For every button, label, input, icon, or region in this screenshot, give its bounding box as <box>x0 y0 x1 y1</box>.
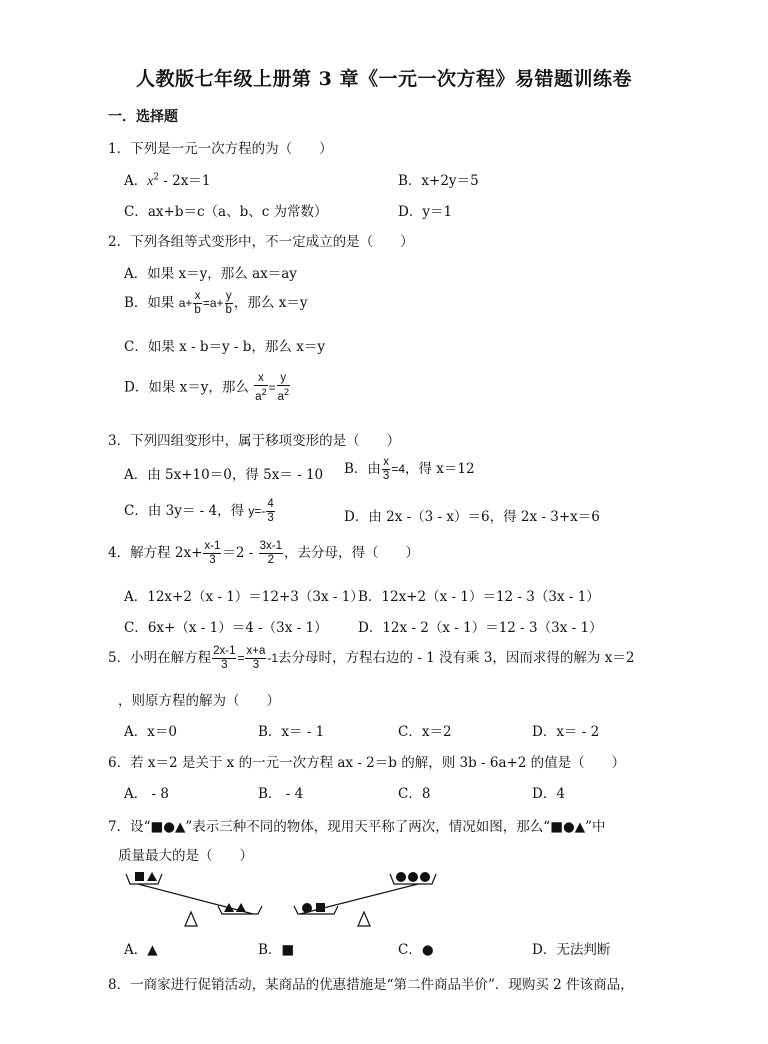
square-icon <box>316 903 325 912</box>
question-4-stem: 4．解方程 2x+ $\frac{x-1}{3}$ ＝2 - $\frac{3x-1}{2}$ ，去分母，得（ ） <box>108 540 419 566</box>
question-1-stem: 1．下列是一元一次方程的为（ ） <box>108 141 333 157</box>
triangle-icon <box>147 872 157 881</box>
fraction-3x-minus-1-over-2: $\frac{3x-1}{2}$ <box>259 540 282 566</box>
fraction-y-over-a-squared: $\frac{y}{a^2}$ <box>277 372 290 403</box>
balance-scale-2 <box>294 874 436 926</box>
fraction-4-over-3: $\frac{4}{3}$ <box>267 498 274 524</box>
question-7-stem: 7．设“■●▲”表示三种不同的物体，现用天平称了两次，情况如图，那么“■●▲”中 <box>108 819 606 835</box>
q7-option-a[interactable]: A．▲ <box>124 942 158 958</box>
square-icon <box>135 872 144 881</box>
question-3-stem: 3．下列四组变形中，属于移项变形的是（ ） <box>108 433 401 449</box>
q5-option-a[interactable]: A．x＝0 <box>124 724 177 740</box>
fraction-x-over-a-squared: $\frac{x}{a^2}$ <box>255 372 267 403</box>
question-5-stem-continued: ，则原方程的解为（ ） <box>118 693 280 709</box>
question-8-stem: 8．一商家进行促销活动，某商品的优惠措施是“第二件商品半价”．现购买 2 件该商品， <box>108 977 634 993</box>
q3-option-a[interactable]: A．由 5x+10＝0，得 5x＝ - 10 <box>124 467 324 483</box>
section-heading: 一．选择题 <box>108 109 178 125</box>
q6-option-c[interactable]: C．8 <box>398 786 431 802</box>
q6-option-d[interactable]: D．4 <box>532 786 565 802</box>
q4-option-a[interactable]: A．12x+2（x - 1）＝12+3（3x - 1） <box>124 589 364 605</box>
q2-option-d[interactable]: D．如果 x＝y，那么 $\frac{x}{a^2}$ = $\frac{y}{a^2}$ <box>124 372 290 403</box>
scale-1-fulcrum <box>185 912 197 926</box>
q2-option-a[interactable]: A．如果 x＝y，那么 ax＝ay <box>124 266 297 282</box>
question-2-stem: 2．下列各组等式变形中，不一定成立的是（ ） <box>108 234 414 250</box>
q7-option-d[interactable]: D．无法判断 <box>532 942 611 958</box>
q5-option-d[interactable]: D．x＝ - 2 <box>532 724 600 740</box>
circle-icon <box>420 872 430 882</box>
q4-option-c[interactable]: C．6x+（x - 1）＝4 -（3x - 1） <box>124 620 328 636</box>
q2-option-c[interactable]: C．如果 x - b＝y - b，那么 x＝y <box>124 339 325 355</box>
fraction-x-over-b: $\frac{x}{b}$ <box>194 290 201 316</box>
scale-1-beam <box>138 884 253 914</box>
q1-option-c[interactable]: C．ax+b＝c（a、b、c 为常数） <box>124 204 328 220</box>
q5-option-b[interactable]: B．x＝ - 1 <box>258 724 325 740</box>
balance-scale-1 <box>126 874 262 926</box>
circle-icon <box>302 903 312 913</box>
fraction-2x-minus-1-over-3: $\frac{2x-1}{3}$ <box>213 645 236 671</box>
circle-icon <box>396 872 406 882</box>
fraction-x-plus-a-over-3: $\frac{x+a}{3}$ <box>246 645 266 671</box>
fraction-y-over-b: $\frac{y}{b}$ <box>225 290 232 316</box>
q3-option-d[interactable]: D．由 2x -（3 - x）＝6，得 2x - 3+x＝6 <box>344 509 600 525</box>
q5-option-c[interactable]: C．x＝2 <box>398 724 452 740</box>
q7-option-c[interactable]: C．● <box>398 942 434 958</box>
fraction-x-over-3: $\frac{x}{3}$ <box>382 456 390 482</box>
q6-option-b[interactable]: B． - 4 <box>258 786 304 802</box>
fraction-x-minus-1-over-3: $\frac{x-1}{3}$ <box>204 540 221 566</box>
page-title: 人教版七年级上册第 3 章《一元一次方程》易错题训练卷 <box>136 68 632 90</box>
balance-scales-figure <box>118 868 448 928</box>
q1-option-d[interactable]: D．y＝1 <box>398 204 453 220</box>
q1-option-b[interactable]: B．x+2y＝5 <box>398 173 479 189</box>
q3-option-b[interactable]: B．由 $\frac{x}{3}$ =4，得 x＝12 <box>344 456 475 482</box>
q4-option-d[interactable]: D．12x - 2（x - 1）＝12 - 3（3x - 1） <box>358 620 603 636</box>
q6-option-a[interactable]: A． - 8 <box>124 786 169 802</box>
scale-2-fulcrum <box>358 912 370 926</box>
circle-icon <box>408 872 418 882</box>
q1-option-a[interactable]: A．$x^2 - 2x=1$ <box>124 172 211 189</box>
question-5-stem: 5．小明在解方程 $\frac{2x-1}{3}$ = $\frac{x+a}{3}$ -1去分母时，方程右边的 - 1 没有乘 3，因而求得的解为 x＝2 <box>108 645 635 671</box>
triangle-icon <box>224 903 234 912</box>
q3-option-c[interactable]: C．由 3y＝ - 4，得 y=- $\frac{4}{3}$ <box>124 498 274 524</box>
q4-option-b[interactable]: B．12x+2（x - 1）＝12 - 3（3x - 1） <box>358 589 600 605</box>
q7-option-b[interactable]: B．■ <box>258 942 295 958</box>
question-7-stem-continued: 质量最大的是（ ） <box>118 848 253 864</box>
triangle-icon <box>236 903 246 912</box>
q2-option-b[interactable]: B．如果 a+ $\frac{x}{b}$ =a+ $\frac{y}{b}$ ，那么 x＝y <box>124 290 308 316</box>
question-6-stem: 6．若 x＝2 是关于 x 的一元一次方程 ax - 2＝b 的解，则 3b - 6a+2 的值是（ ） <box>108 755 626 771</box>
